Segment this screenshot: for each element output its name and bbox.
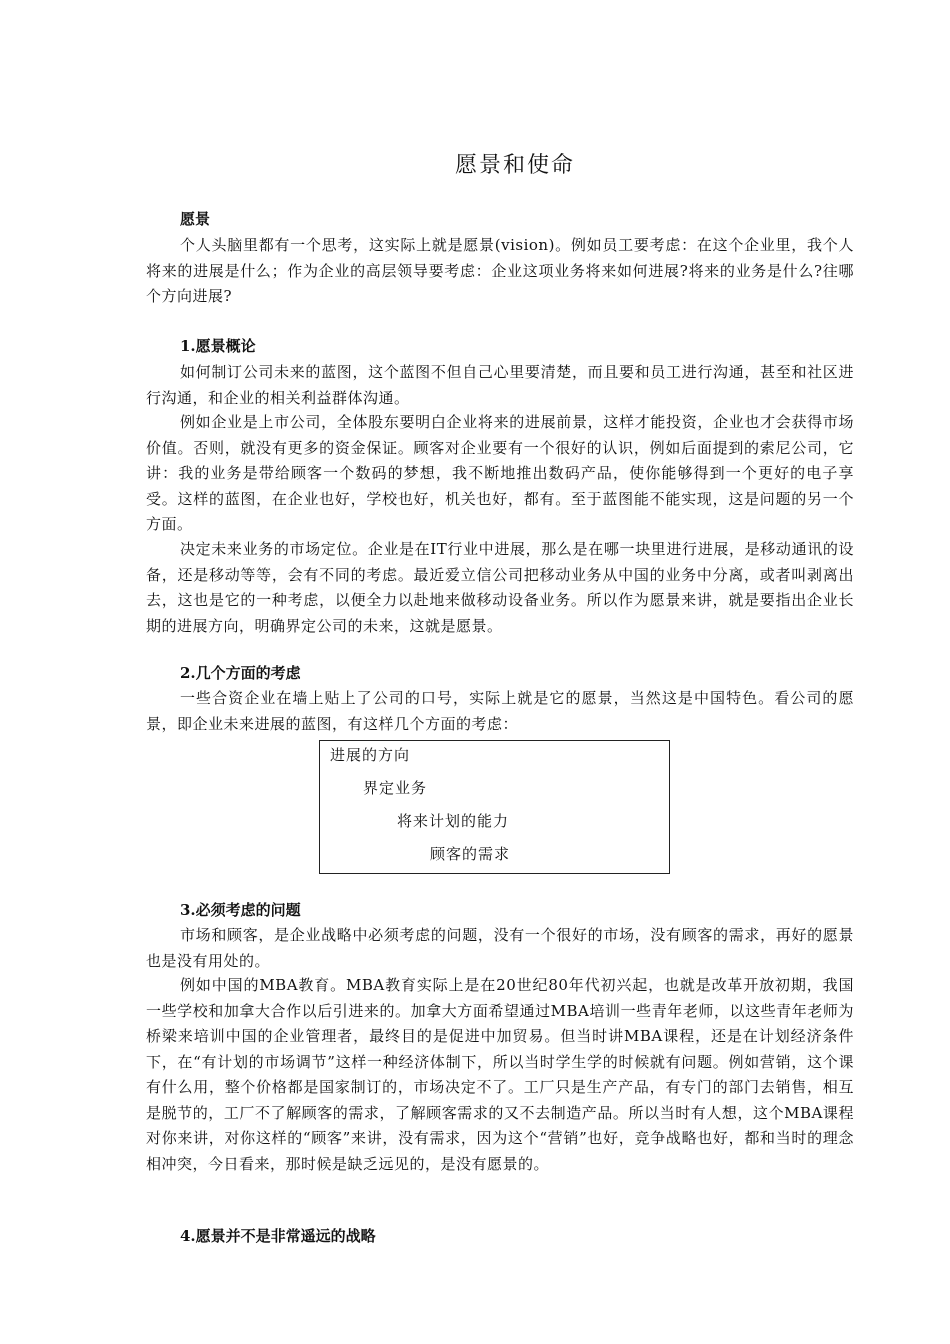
paragraph-section-3-2: 例如中国的MBA教育。MBA教育实际上是在20世纪80年代初兴起，也就是改革开放初期，我国一些学校和加拿大合作以后引进来的。加拿大方面希望通过MBA培训一些青年老师，以这些青年老师为桥梁来培训中国的企业管理者，最终目的是促进中加贸易。但当时讲MBA课程，还是在计划经济条件下，在“有计划的市场调节”这样一种经济体制下，所以当时学生学的时候就有问题。例如营销，这个课有什么用，整个价格都是国家制订的，市场决定不了。工厂只是生产产品，有专门的部门去销售，相互是脱节的，工厂不了解顾客的需求，了解顾客需求的又不去制造产品。所以当时有人想，这个MBA课程对你来讲，对你这样的“顾客”来讲，没有需求，因为这个“营销”也好，竞争战略也好，都和当时的理念相冲突，今日看来，那时候是缺乏远见的，是没有愿景的。 [146, 976, 854, 1173]
heading-section-3: 3.必须考虑的问题 [180, 901, 301, 919]
paragraph-section-3-1: 市场和顾客，是企业战略中必须考虑的问题，没有一个很好的市场，没有顾客的需求，再好的愿景也是没有用处的。 [146, 926, 854, 970]
heading-section-4: 4.愿景并不是非常遥远的战略 [180, 1227, 376, 1245]
box-item-direction: 进展的方向 [330, 746, 411, 764]
paragraph-section-1-1: 如何制订公司未来的蓝图，这个蓝图不但自己心里要清楚，而且要和员工进行沟通，甚至和社区进行沟通，和企业的相关利益群体沟通。 [146, 363, 854, 407]
box-item-planning-ability: 将来计划的能力 [397, 812, 510, 830]
box-item-define-business: 界定业务 [363, 779, 428, 797]
paragraph-section-2-1: 一些合资企业在墙上贴上了公司的口号，实际上就是它的愿景，当然这是中国特色。看公司的愿景，即企业未来进展的蓝图，有这样几个方面的考虑： [146, 689, 854, 733]
box-item-customer-needs: 顾客的需求 [430, 845, 511, 863]
paragraph-intro: 个人头脑里都有一个思考，这实际上就是愿景(vision)。例如员工要考虑：在这个企业里，我个人将来的进展是什么；作为企业的高层领导要考虑：企业这项业务将来如何进展?将来的业务是什么?往哪个方向进展? [146, 236, 854, 305]
paragraph-section-1-2: 例如企业是上市公司，全体股东要明白企业将来的进展前景，这样才能投资，企业也才会获得市场价值。否则，就没有更多的资金保证。顾客对企业要有一个很好的认识，例如后面提到的索尼公司，它讲：我的业务是带给顾客一个数码的梦想，我不断地推出数码产品，使你能够得到一个更好的电子享受。这样的蓝图，在企业也好，学校也好，机关也好，都有。至于蓝图能不能实现，这是问题的另一个方面。 [146, 413, 854, 533]
heading-vision: 愿景 [180, 210, 211, 228]
page-title: 愿景和使命 [454, 153, 575, 178]
considerations-box [319, 740, 670, 874]
heading-section-2: 2.几个方面的考虑 [180, 664, 301, 682]
heading-section-1: 1.愿景概论 [180, 337, 256, 355]
paragraph-section-1-3: 决定未来业务的市场定位。企业是在IT行业中进展，那么是在哪一块里进行进展，是移动通讯的设备，还是移动等等，会有不同的考虑。最近爱立信公司把移动业务从中国的业务中分离，或者叫剥离出去，这也是它的一种考虑，以便全力以赴地来做移动设备业务。所以作为愿景来讲，就是要指出企业长期的进展方向，明确界定公司的未来，这就是愿景。 [146, 540, 854, 635]
